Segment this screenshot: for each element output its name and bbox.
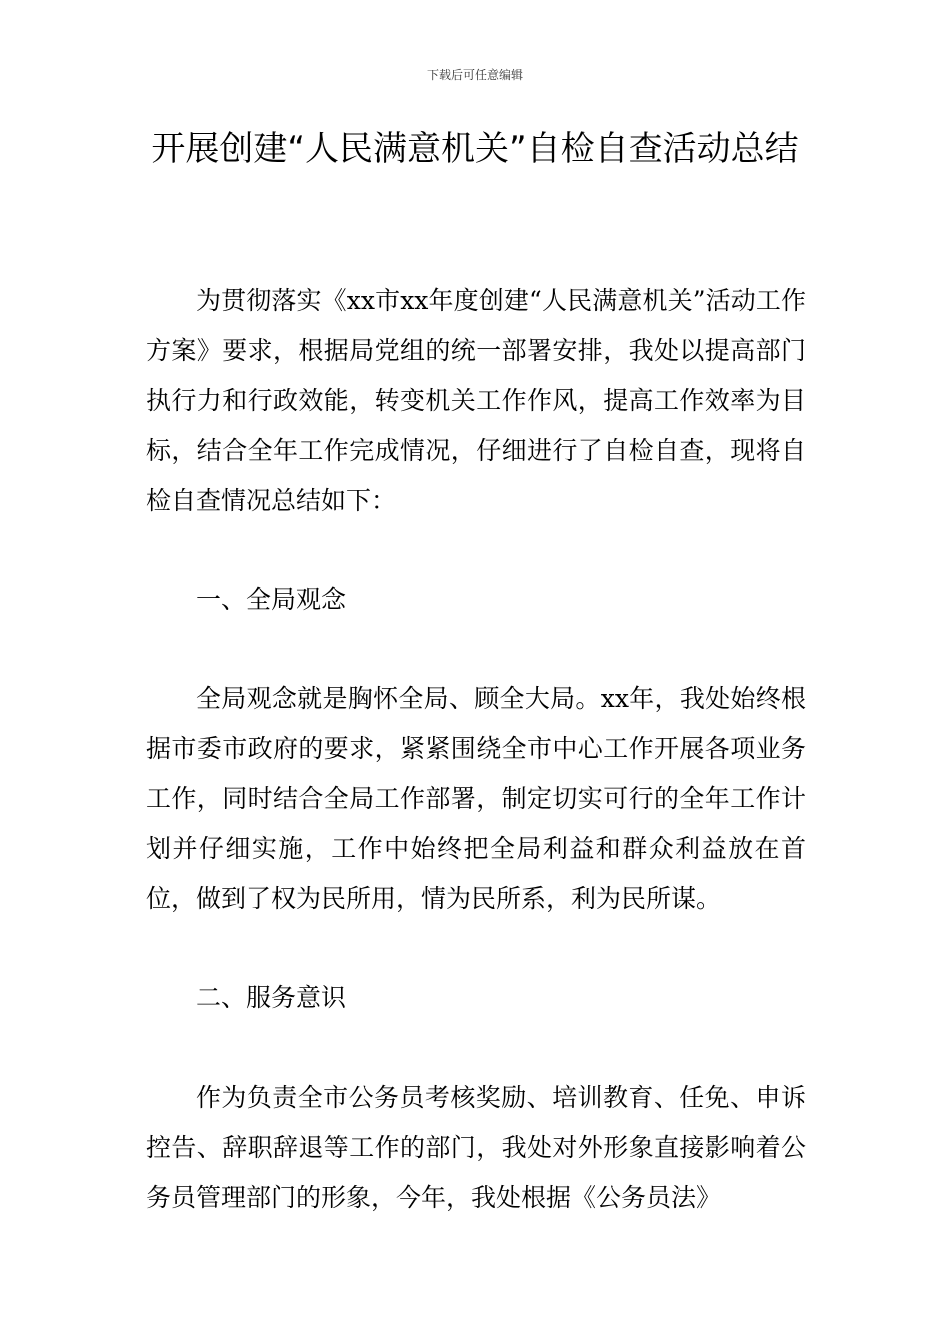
- document-title: 开展创建“人民满意机关”自检自查活动总结: [151, 129, 799, 169]
- section-1-paragraph: 全局观念就是胸怀全局、顾全大局。xx年，我处始终根据市委市政府的要求，紧紧围绕全市中心工作开展各项业务工作，同时结合全局工作部署，制定切实可行的全年工作计划并仔细实施，工作中始终把全局利益和群众利益放在首位，做到了权为民所用，情为民所系，利为民所谋。: [146, 684, 806, 913]
- section-2-paragraph: 作为负责全市公务员考核奖励、培训教育、任免、申诉控告、辞职辞退等工作的部门，我处对外形象直接影响着公务员管理部门的形象，今年，我处根据《公务员法》: [146, 1083, 806, 1212]
- section-heading-1: 一、全局观念: [196, 585, 347, 614]
- section-heading-2: 二、服务意识: [196, 983, 347, 1012]
- header-note: 下载后可任意编辑: [426, 68, 523, 82]
- intro-paragraph: 为贯彻落实《xx市xx年度创建“人民满意机关”活动工作方案》要求，根据局党组的统一部署安排，我处以提高部门执行力和行政效能，转变机关工作作风，提高工作效率为目标，结合全年工作完成情况，仔细进行了自检自查，现将自检自查情况总结如下：: [146, 286, 806, 515]
